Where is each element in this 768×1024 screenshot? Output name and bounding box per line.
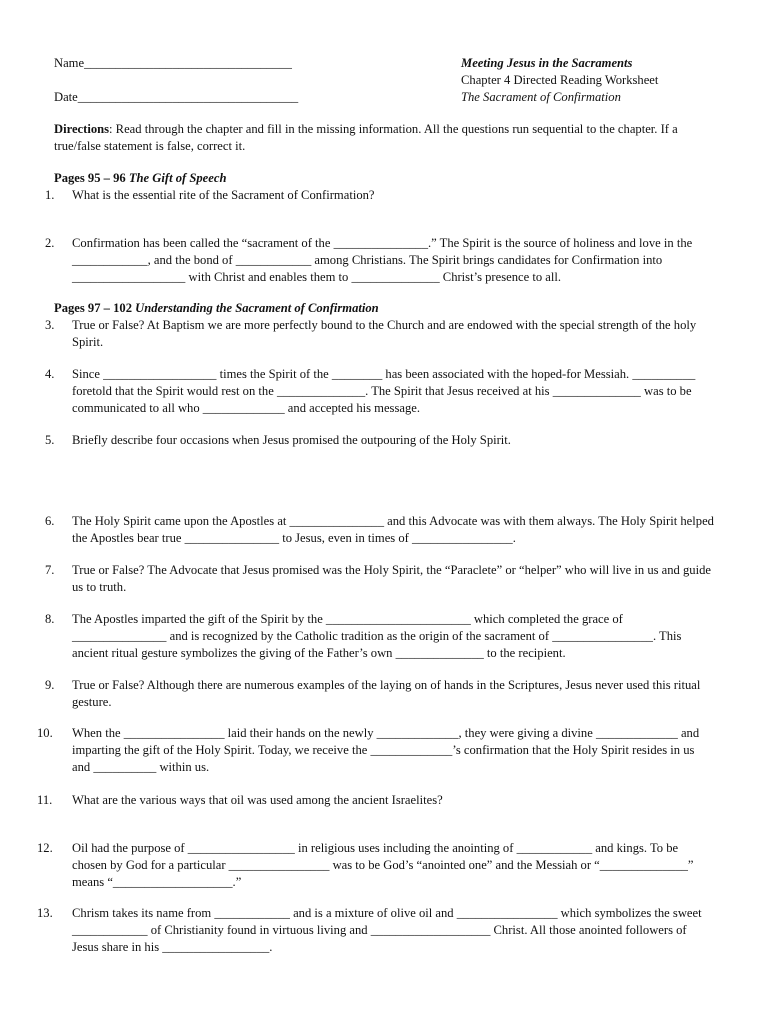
question-text: True or False? At Baptism we are more perfectly bound to the Church and are endowed with the special strength of the holy Spirit. [72, 318, 697, 349]
question-number: 4. [45, 367, 55, 381]
question-5 [45, 432, 715, 449]
student-info-fields [54, 55, 384, 106]
section-pages: Pages 97 – 102 [54, 301, 136, 315]
question-number: 2. [45, 236, 55, 250]
question-text: The Apostles imparted the gift of the Spirit by the _______________________ which completed the grace of _______________ and is recognized by the Catholic tradition as the origin of the sacrament of ________________. This ancient ritual gesture symbolizes the giving of the Father’s own ______________ to the recipient. [72, 612, 682, 660]
section-heading-gift-of-speech [54, 170, 714, 187]
question-text: When the ________________ laid their hands on the newly _____________, they were giving a divine _____________ and imparting the gift of the Holy Spirit. Today, we receive the _____________’s confirmation that the Holy Spirit resides in us and __________ within us. [72, 726, 700, 774]
question-text: Since __________________ times the Spirit of the ________ has been associated with the hoped-for Messiah. __________ foretold that the Spirit would rest on the ______________. The Spirit that Jesus received at his ______________ was to be communicated to all who _____________ and accepted his message. [72, 367, 696, 415]
sacrament-subtitle: The Sacrament of Confirmation [461, 90, 621, 104]
question-text: The Holy Spirit came upon the Apostles at _______________ and this Advocate was with them always. The Holy Spirit helped the Apostles bear true _______________ to Jesus, even in times of ________________. [72, 514, 714, 545]
question-number: 7. [45, 563, 55, 577]
question-13 [37, 905, 715, 955]
question-8 [45, 611, 715, 661]
question-4 [45, 366, 715, 416]
question-number: 3. [45, 318, 55, 332]
book-title: Meeting Jesus in the Sacraments [461, 56, 633, 70]
directions-label: Directions [54, 122, 110, 136]
directions-text: : Read through the chapter and fill in the missing information. All the questions run sequential to the chapter. If a true/false statement is false, correct it. [54, 122, 678, 153]
question-text: Confirmation has been called the “sacrament of the _______________.” The Spirit is the source of holiness and love in the ____________, and the bond of ____________ among Christians. The Spirit brings candidates for Confirmation into __________________ with Christ and enables them to ______________ Christ’s presence to all. [72, 236, 693, 284]
question-number: 5. [45, 433, 55, 447]
question-text: Briefly describe four occasions when Jesus promised the outpouring of the Holy Spirit. [72, 433, 511, 447]
question-number: 13. [37, 906, 53, 920]
question-11 [37, 792, 715, 809]
question-text: Oil had the purpose of _________________ in religious uses including the anointing of ____________ and kings. To be chosen by God for a particular ________________ was to be God’s “anointed one” and the Messiah or “______________” means “___________________.” [72, 841, 694, 889]
question-number: 8. [45, 612, 55, 626]
question-number: 9. [45, 678, 55, 692]
question-text: What are the various ways that oil was used among the ancient Israelites? [72, 793, 443, 807]
directions [54, 121, 714, 155]
question-number: 10. [37, 726, 53, 740]
question-9 [45, 677, 715, 711]
name-field[interactable]: Name_________________________________ [54, 56, 292, 70]
section-title: Understanding the Sacrament of Confirmation [135, 301, 379, 315]
question-number: 12. [37, 841, 53, 855]
question-number: 1. [45, 188, 55, 202]
chapter-subtitle: Chapter 4 Directed Reading Worksheet [461, 73, 659, 87]
question-7 [45, 562, 715, 596]
question-10 [37, 725, 715, 775]
question-1 [45, 187, 715, 204]
question-3 [45, 317, 715, 351]
question-6 [45, 513, 715, 547]
section-title: The Gift of Speech [128, 171, 227, 185]
question-text: True or False? Although there are numerous examples of the laying on of hands in the Scriptures, Jesus never used this ritual gesture. [72, 678, 701, 709]
section-pages: Pages 95 – 96 [54, 171, 129, 185]
question-text: What is the essential rite of the Sacrament of Confirmation? [72, 188, 375, 202]
date-field[interactable]: Date___________________________________ [54, 90, 299, 104]
question-12 [37, 840, 715, 890]
question-2 [45, 235, 715, 285]
section-heading-understanding-confirmation [54, 300, 714, 317]
question-number: 6. [45, 514, 55, 528]
question-text: Chrism takes its name from ____________ and is a mixture of olive oil and ________________ which symbolizes the sweet ____________ of Christianity found in virtuous living and ___________________ Christ. All those anointed followers of Jesus share in his _________________. [72, 906, 702, 954]
worksheet-heading [461, 55, 721, 106]
question-number: 11. [37, 793, 53, 807]
question-text: True or False? The Advocate that Jesus promised was the Holy Spirit, the “Paraclete” or “helper” who will live in us and guide us to truth. [72, 563, 711, 594]
